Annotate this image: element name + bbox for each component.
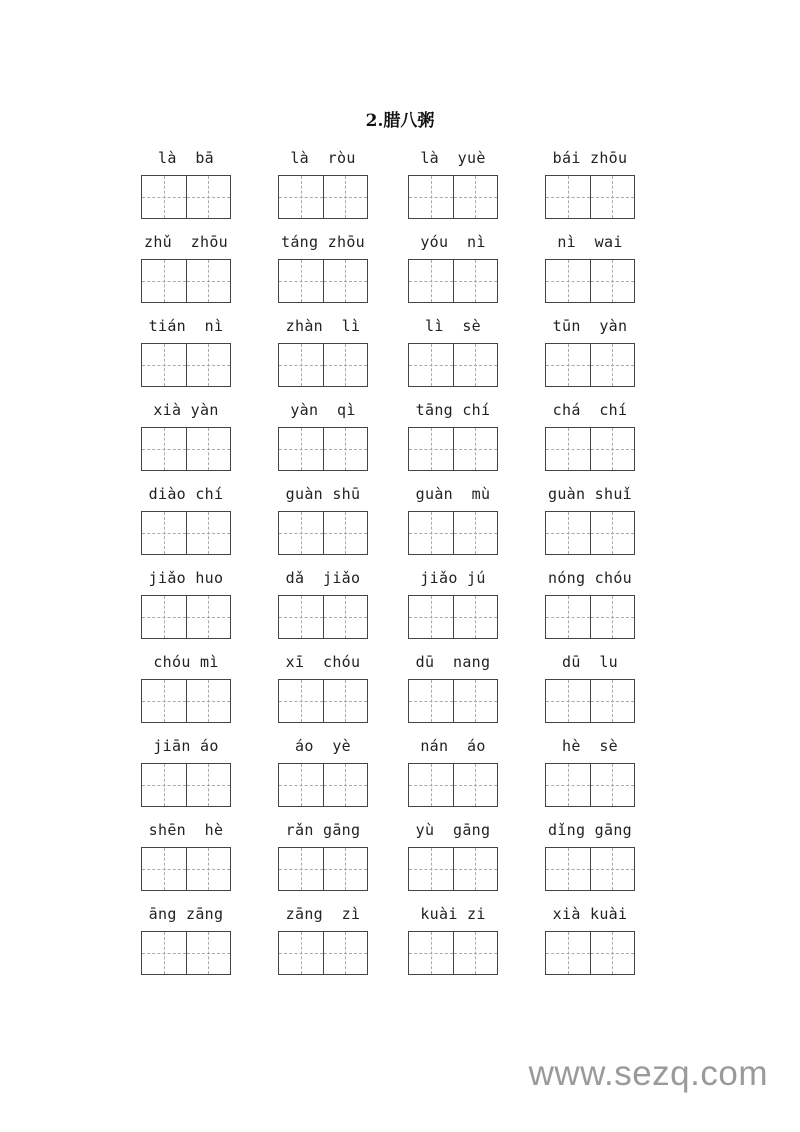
writing-grid: [278, 343, 368, 387]
tianzige-cell: [546, 428, 590, 470]
writing-grid: [278, 595, 368, 639]
pinyin-label: dǎ jiǎo: [285, 569, 361, 587]
tianzige-cell: [142, 764, 186, 806]
pinyin-label: bái zhōu: [552, 149, 628, 167]
tianzige-cell: [409, 680, 453, 722]
tianzige-cell: [453, 932, 498, 974]
tianzige-cell: [546, 596, 590, 638]
tianzige-cell: [409, 596, 453, 638]
tianzige-cell: [279, 764, 323, 806]
tianzige-cell: [279, 260, 323, 302]
tianzige-cell: [409, 344, 453, 386]
writing-grid: [141, 175, 231, 219]
writing-grid: [278, 931, 368, 975]
pinyin-label: xī chóu: [285, 653, 361, 671]
writing-grid: [545, 595, 635, 639]
pinyin-label: tāng chí: [415, 401, 491, 419]
tianzige-cell: [453, 260, 498, 302]
writing-grid: [141, 679, 231, 723]
pinyin-label: guàn shū: [285, 485, 361, 503]
pinyin-label: jiǎo huo: [148, 569, 224, 587]
writing-grid: [545, 511, 635, 555]
tianzige-cell: [546, 512, 590, 554]
tianzige-cell: [279, 428, 323, 470]
pinyin-label: dū nang: [415, 653, 491, 671]
tianzige-cell: [186, 932, 231, 974]
writing-grid: [408, 679, 498, 723]
pinyin-label: zhàn lì: [285, 317, 361, 335]
writing-grid: [278, 511, 368, 555]
tianzige-cell: [186, 680, 231, 722]
tianzige-cell: [142, 176, 186, 218]
page-title: 2.腊八粥: [365, 111, 435, 131]
writing-grid: [408, 511, 498, 555]
tianzige-cell: [590, 764, 635, 806]
tianzige-cell: [142, 932, 186, 974]
pinyin-label: zhǔ zhōu: [144, 233, 228, 251]
tianzige-cell: [590, 596, 635, 638]
pinyin-label: táng zhōu: [281, 233, 365, 251]
pinyin-label: yóu nì: [420, 233, 486, 251]
tianzige-cell: [186, 848, 231, 890]
tianzige-cell: [323, 848, 368, 890]
pinyin-label: jiān áo: [153, 737, 219, 755]
pinyin-label: guàn mù: [415, 485, 491, 503]
tianzige-cell: [590, 680, 635, 722]
tianzige-cell: [323, 764, 368, 806]
writing-grid: [141, 343, 231, 387]
tianzige-cell: [546, 764, 590, 806]
tianzige-cell: [590, 848, 635, 890]
pinyin-label: yù gāng: [415, 821, 491, 839]
tianzige-cell: [142, 428, 186, 470]
tianzige-cell: [546, 260, 590, 302]
tianzige-cell: [323, 680, 368, 722]
writing-grid: [408, 847, 498, 891]
writing-grid: [545, 175, 635, 219]
tianzige-cell: [186, 428, 231, 470]
writing-grid: [141, 427, 231, 471]
tianzige-cell: [546, 176, 590, 218]
pinyin-label: dū lu: [562, 653, 618, 671]
tianzige-cell: [590, 344, 635, 386]
writing-grid: [278, 847, 368, 891]
tianzige-cell: [453, 176, 498, 218]
writing-grid: [141, 511, 231, 555]
tianzige-cell: [323, 344, 368, 386]
writing-grid: [278, 175, 368, 219]
writing-grid: [141, 847, 231, 891]
pinyin-label: nán áo: [420, 737, 486, 755]
tianzige-cell: [142, 260, 186, 302]
tianzige-cell: [186, 764, 231, 806]
pinyin-label: tūn yàn: [552, 317, 628, 335]
writing-grid: [278, 679, 368, 723]
pinyin-label: kuài zi: [420, 905, 486, 923]
pinyin-label: là yuè: [420, 149, 486, 167]
writing-grid: [141, 259, 231, 303]
tianzige-cell: [279, 344, 323, 386]
tianzige-cell: [186, 344, 231, 386]
tianzige-cell: [323, 596, 368, 638]
pinyin-label: lì sè: [425, 317, 481, 335]
tianzige-cell: [590, 932, 635, 974]
tianzige-cell: [409, 428, 453, 470]
tianzige-cell: [590, 428, 635, 470]
pinyin-label: là ròu: [290, 149, 356, 167]
pinyin-label: diào chí: [148, 485, 224, 503]
pinyin-label: zāng zì: [285, 905, 361, 923]
writing-grid: [408, 595, 498, 639]
tianzige-cell: [142, 848, 186, 890]
tianzige-cell: [142, 344, 186, 386]
tianzige-cell: [279, 596, 323, 638]
tianzige-cell: [279, 848, 323, 890]
tianzige-cell: [186, 176, 231, 218]
writing-grid: [545, 427, 635, 471]
writing-grid: [278, 259, 368, 303]
tianzige-cell: [186, 260, 231, 302]
tianzige-cell: [409, 260, 453, 302]
pinyin-label: chóu mì: [153, 653, 219, 671]
pinyin-label: dǐng gāng: [548, 821, 632, 839]
tianzige-cell: [323, 176, 368, 218]
tianzige-cell: [409, 848, 453, 890]
tianzige-cell: [453, 764, 498, 806]
tianzige-cell: [453, 596, 498, 638]
tianzige-cell: [453, 344, 498, 386]
writing-grid: [408, 259, 498, 303]
pinyin-label: nóng chóu: [548, 569, 632, 587]
tianzige-cell: [409, 176, 453, 218]
tianzige-cell: [590, 512, 635, 554]
pinyin-label: nì wai: [557, 233, 623, 251]
writing-grid: [408, 931, 498, 975]
pinyin-label: chá chí: [552, 401, 628, 419]
tianzige-cell: [453, 848, 498, 890]
tianzige-cell: [409, 512, 453, 554]
writing-grid: [278, 763, 368, 807]
pinyin-label: āng zāng: [148, 905, 224, 923]
tianzige-cell: [590, 176, 635, 218]
pinyin-label: áo yè: [295, 737, 351, 755]
tianzige-cell: [323, 428, 368, 470]
watermark: www.sezq.com: [528, 1054, 768, 1093]
writing-grid: [545, 343, 635, 387]
tianzige-cell: [546, 848, 590, 890]
pinyin-label: rǎn gāng: [285, 821, 361, 839]
tianzige-cell: [279, 932, 323, 974]
tianzige-cell: [546, 932, 590, 974]
writing-grid: [545, 763, 635, 807]
writing-grid: [545, 679, 635, 723]
pinyin-label: xià kuài: [552, 905, 628, 923]
tianzige-cell: [142, 596, 186, 638]
tianzige-cell: [323, 932, 368, 974]
tianzige-cell: [279, 512, 323, 554]
writing-grid: [545, 259, 635, 303]
writing-grid: [545, 931, 635, 975]
writing-grid: [545, 847, 635, 891]
writing-grid: [141, 931, 231, 975]
pinyin-label: guàn shuǐ: [548, 485, 632, 503]
tianzige-cell: [142, 680, 186, 722]
pinyin-label: yàn qì: [290, 401, 356, 419]
tianzige-cell: [323, 512, 368, 554]
tianzige-cell: [279, 680, 323, 722]
tianzige-cell: [590, 260, 635, 302]
tianzige-cell: [409, 764, 453, 806]
tianzige-cell: [323, 260, 368, 302]
tianzige-cell: [546, 344, 590, 386]
pinyin-label: jiǎo jú: [420, 569, 486, 587]
writing-grid: [408, 427, 498, 471]
pinyin-label: là bā: [158, 149, 214, 167]
tianzige-cell: [453, 680, 498, 722]
tianzige-cell: [546, 680, 590, 722]
writing-grid: [408, 175, 498, 219]
writing-grid: [408, 343, 498, 387]
tianzige-cell: [453, 428, 498, 470]
tianzige-cell: [409, 932, 453, 974]
writing-grid: [141, 595, 231, 639]
tianzige-cell: [142, 512, 186, 554]
tianzige-cell: [186, 512, 231, 554]
writing-grid: [141, 763, 231, 807]
tianzige-cell: [453, 512, 498, 554]
tianzige-cell: [186, 596, 231, 638]
writing-grid: [278, 427, 368, 471]
tianzige-cell: [279, 176, 323, 218]
writing-grid: [408, 763, 498, 807]
pinyin-label: shēn hè: [148, 821, 224, 839]
pinyin-label: tián nì: [148, 317, 224, 335]
pinyin-label: xià yàn: [153, 401, 219, 419]
pinyin-label: hè sè: [562, 737, 618, 755]
